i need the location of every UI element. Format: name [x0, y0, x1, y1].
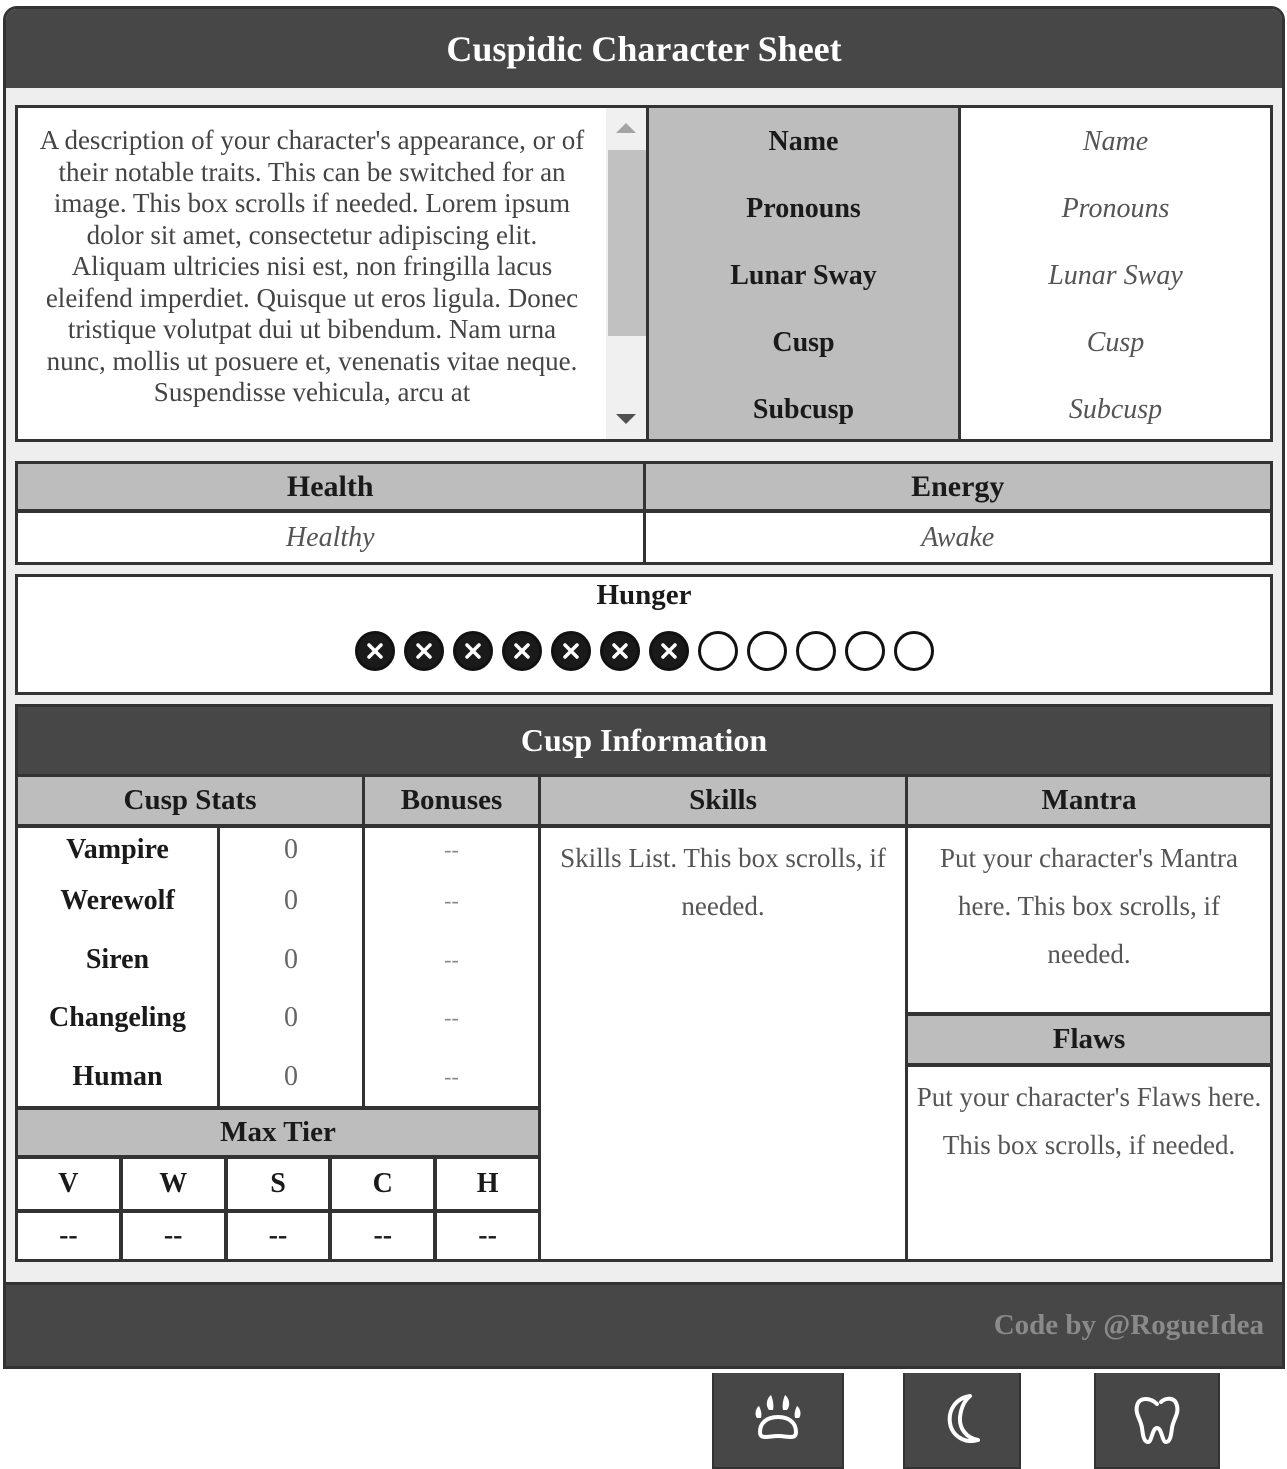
max-tier-header: Max Tier — [18, 1110, 538, 1159]
character-sheet — [3, 6, 1285, 1369]
hunger-dot-filled[interactable] — [551, 631, 591, 671]
max-tier-values — [18, 1209, 538, 1259]
tier-col-s: S — [224, 1159, 329, 1209]
hunger-dot-filled[interactable] — [404, 631, 444, 671]
tier-col-c: C — [328, 1159, 433, 1209]
stat-names — [18, 828, 220, 1106]
tier-value-s: -- — [224, 1213, 329, 1259]
info-label-cusp: Cusp — [772, 326, 835, 358]
tab-moon[interactable] — [903, 1373, 1021, 1469]
hunger-dot-empty[interactable] — [747, 631, 787, 671]
stat-value-changeling: 0 — [284, 1002, 298, 1034]
tier-col-w: W — [119, 1159, 224, 1209]
tier-value-h: -- — [433, 1213, 538, 1259]
description-box[interactable] — [18, 108, 646, 439]
hunger-dot-filled[interactable] — [355, 631, 395, 671]
hunger-dot-empty[interactable] — [894, 631, 934, 671]
hunger-dot-filled[interactable] — [600, 631, 640, 671]
tab-paw[interactable] — [712, 1373, 844, 1469]
stat-bonus-changeling: -- — [444, 1005, 459, 1031]
cusp-information-section — [15, 704, 1273, 1262]
hunger-dot-empty[interactable] — [845, 631, 885, 671]
footer-credit: Code by @RogueIdea — [993, 1309, 1264, 1341]
health-column — [18, 464, 643, 562]
info-value-subcusp: Subcusp — [1068, 393, 1163, 425]
hunger-dot-empty[interactable] — [698, 631, 738, 671]
hunger-dot-filled[interactable] — [502, 631, 542, 671]
stat-value-siren: 0 — [284, 943, 298, 975]
cusp-body — [18, 777, 1270, 1259]
sheet-footer — [6, 1282, 1282, 1366]
health-label: Health — [18, 464, 643, 513]
info-value-lunar-sway: Lunar Sway — [1048, 259, 1183, 291]
energy-label: Energy — [646, 464, 1271, 513]
identity-section — [15, 105, 1273, 442]
info-label-name: Name — [768, 125, 839, 157]
scroll-down-arrow-icon[interactable] — [616, 414, 636, 424]
description-text: A description of your character's appearance, or of their notable traits. This can be switched for an image. This box scrolls if needed. Lorem ipsum dolor sit amet, consectetur adipiscing elit. Aliquam ultricies nisi est, non fringilla lacus eleifend imperdiet. Quisque ut eros ligula. Donec tristique volutpat dui ut bibendum. Nam urna nunc, mollis ut posuere et, venenatis vitae neque. Suspendisse vehicula, arcu at — [39, 125, 585, 407]
health-energy-section — [15, 461, 1273, 565]
scroll-thumb[interactable] — [608, 150, 646, 336]
sheet-content — [6, 88, 1282, 1282]
tier-value-v: -- — [59, 1220, 78, 1251]
stat-value-vampire: 0 — [284, 834, 298, 865]
x-mark-icon — [364, 640, 386, 662]
tab-tooth[interactable] — [1094, 1373, 1220, 1469]
description-scrollbar[interactable] — [606, 108, 646, 439]
stat-bonus-werewolf: -- — [444, 888, 459, 914]
flaws-box[interactable] — [908, 1067, 1270, 1253]
x-mark-icon — [511, 640, 533, 662]
health-value: Healthy — [18, 513, 643, 562]
info-value-pronouns: Pronouns — [1061, 192, 1170, 224]
bonuses-header: Bonuses — [400, 784, 503, 816]
info-label-lunar-sway: Lunar Sway — [730, 259, 877, 291]
flaws-text: Put your character's Flaws here. This box scrolls, if needed. — [916, 1082, 1262, 1160]
hunger-dot-empty[interactable] — [796, 631, 836, 671]
mantra-flaws-column — [908, 777, 1270, 1259]
flaws-header: Flaws — [908, 1016, 1270, 1067]
stat-value-human: 0 — [284, 1060, 298, 1092]
x-mark-icon — [658, 640, 680, 662]
hunger-dot-filled[interactable] — [649, 631, 689, 671]
stat-bonuses — [365, 828, 538, 1106]
hunger-section — [15, 574, 1273, 695]
hunger-label: Hunger — [596, 579, 692, 611]
stat-name-siren: Siren — [85, 943, 150, 975]
max-tier-columns — [18, 1159, 538, 1209]
stat-name-changeling: Changeling — [49, 1002, 186, 1034]
stats-header-row — [18, 777, 538, 828]
skills-column — [541, 777, 908, 1259]
x-mark-icon — [560, 640, 582, 662]
cusp-stats-column — [18, 777, 541, 1259]
energy-value: Awake — [646, 513, 1271, 562]
energy-column — [643, 464, 1271, 562]
tier-col-h: H — [433, 1159, 538, 1209]
tier-col-v: V — [58, 1168, 79, 1199]
tier-value-c: -- — [328, 1213, 433, 1259]
stat-bonus-vampire: -- — [444, 837, 459, 862]
stat-name-vampire: Vampire — [66, 834, 169, 865]
cusp-stats-table — [18, 828, 538, 1110]
tab-bar — [0, 1373, 1287, 1469]
x-mark-icon — [609, 640, 631, 662]
x-mark-icon — [413, 640, 435, 662]
cusp-information-title: Cusp Information — [18, 707, 1270, 777]
info-values — [961, 108, 1270, 439]
hunger-tracker — [18, 631, 1270, 671]
stat-values — [220, 828, 365, 1106]
mantra-header: Mantra — [908, 777, 1270, 828]
stat-bonus-human: -- — [444, 1063, 459, 1089]
sheet-title: Cuspidic Character Sheet — [6, 9, 1282, 88]
info-label-subcusp: Subcusp — [752, 393, 855, 425]
cusp-stats-header: Cusp Stats — [18, 777, 365, 824]
mantra-box[interactable] — [908, 828, 1270, 1016]
info-label-pronouns: Pronouns — [746, 192, 861, 224]
scroll-up-arrow-icon[interactable] — [616, 123, 636, 133]
tooth-icon — [1127, 1390, 1187, 1450]
skills-text[interactable]: Skills List. This box scrolls, if needed. — [560, 843, 886, 921]
info-labels — [646, 108, 961, 439]
tier-value-w: -- — [119, 1213, 224, 1259]
hunger-dot-filled[interactable] — [453, 631, 493, 671]
stat-name-werewolf: Werewolf — [60, 885, 175, 917]
stat-bonus-siren: -- — [444, 946, 459, 972]
info-value-cusp: Cusp — [1086, 326, 1145, 358]
stat-value-werewolf: 0 — [284, 885, 298, 917]
skills-header: Skills — [541, 777, 905, 828]
moon-icon — [932, 1390, 992, 1450]
x-mark-icon — [462, 640, 484, 662]
info-value-name: Name — [1082, 125, 1149, 157]
paw-icon — [748, 1390, 808, 1450]
mantra-text: Put your character's Mantra here. This box scrolls, if needed. — [939, 843, 1238, 969]
stat-name-human: Human — [72, 1060, 163, 1092]
